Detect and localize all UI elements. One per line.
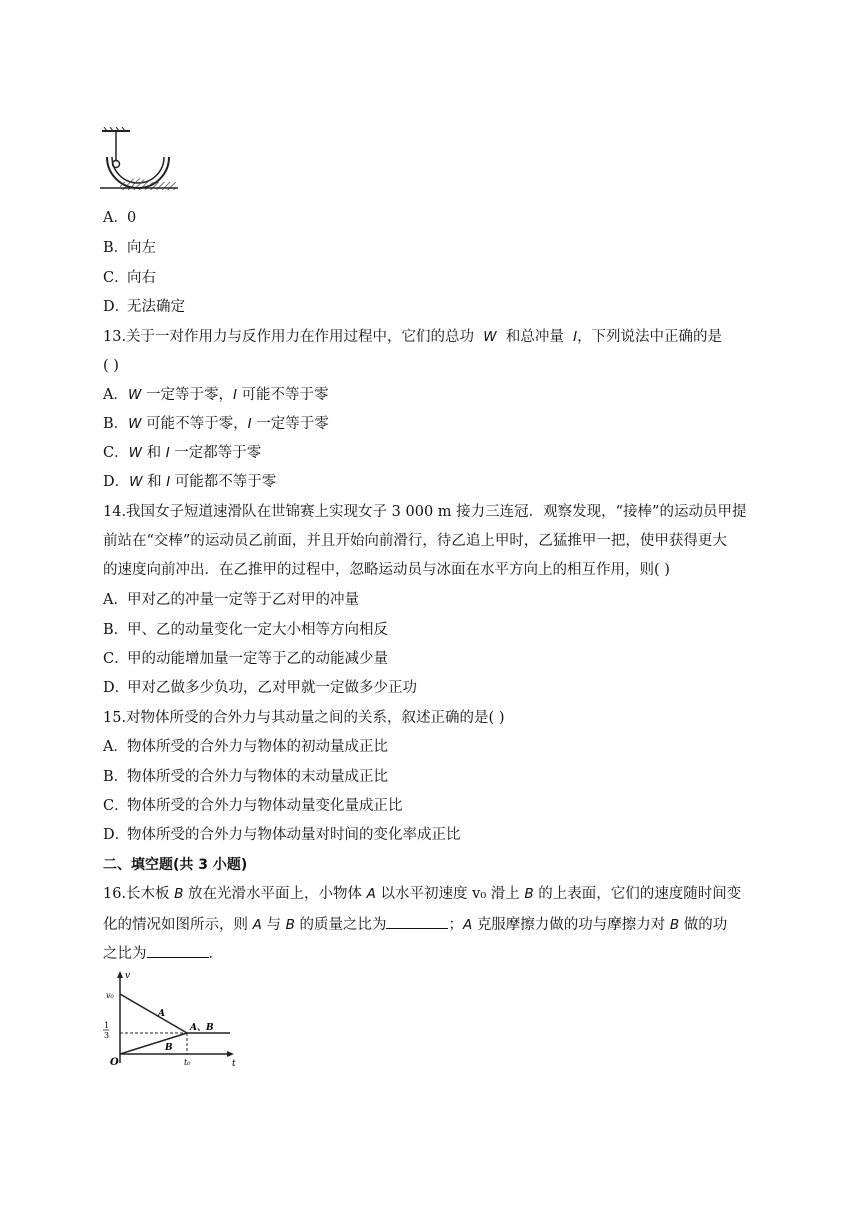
q14-stem-line3: 的速度向前冲出．在乙推甲的过程中，忽略运动员与冰面在水平方向上的相互作用，则( )	[103, 562, 670, 578]
q12-option-a: A．0	[103, 210, 137, 226]
label-third-num: 1	[104, 1021, 110, 1030]
label-ab: A、B	[190, 1023, 214, 1033]
q15-option-b: B．物体所受的合外力与物体的末动量成正比	[103, 769, 388, 785]
line-b	[120, 1033, 187, 1054]
label-t0: t₀	[184, 1058, 191, 1067]
q16-stem-line3: 之比为 ．	[103, 943, 223, 964]
label-a: A	[158, 1009, 165, 1019]
q14-stem-line1: 14.我国女子短道速滑队在世锦赛上实现女子 3 000 m 接力三连冠．观察发现，“接棒”的运动员甲提	[103, 504, 747, 520]
label-v0: v₀	[106, 991, 114, 1000]
q12-option-c: C．向右	[103, 270, 156, 286]
q15-option-a: A．物体所受的合外力与物体的初动量成正比	[103, 739, 388, 755]
q13-option-a: A．W 一定等于零，I 可能不等于零	[103, 387, 329, 403]
t-axis-arrow	[227, 1051, 234, 1057]
q14-option-c: C．甲的动能增加量一定等于乙的动能减少量	[103, 651, 388, 667]
label-v: v	[125, 971, 131, 981]
q13-option-b: B．W 可能不等于零，I 一定等于零	[103, 416, 329, 432]
q16-velocity-time-graph	[100, 968, 240, 1068]
label-origin: O	[110, 1057, 119, 1068]
label-third-den: 3	[104, 1031, 110, 1040]
q14-option-d: D．甲对乙做多少负功，乙对甲就一定做多少正功	[103, 680, 417, 696]
q14-stem-line2: 前站在“交棒”的运动员乙前面，并且开始向前滑行，待乙追上甲时，乙猛推甲一把，使甲获得更大	[103, 533, 727, 549]
q16-answer-blank-2[interactable]	[147, 943, 209, 958]
section-heading-fill-in: 二、填空题(共 3 小题)	[103, 857, 248, 873]
q15-stem: 15.对物体所受的合外力与其动量之间的关系，叙述正确的是( )	[103, 710, 505, 726]
q13-stem: 13.关于一对作用力与反作用力在作用过程中，它们的总功 W 和总冲量 I，下列说法中正确的是	[103, 329, 723, 345]
label-t: t	[232, 1059, 236, 1068]
q15-option-d: D．物体所受的合外力与物体动量对时间的变化率成正比	[103, 827, 461, 843]
q14-option-a: A．甲对乙的冲量一定等于乙对甲的冲量	[103, 592, 359, 608]
v-axis-arrow	[117, 971, 123, 978]
q13-option-c: C．W 和 I 一定都等于零	[103, 445, 262, 461]
label-b: B	[165, 1043, 173, 1053]
q13-option-d: D．W 和 I 可能都不等于零	[103, 474, 277, 490]
q12-option-d: D．无法确定	[103, 299, 185, 315]
bowl-figure	[100, 127, 180, 197]
q14-option-b: B．甲、乙的动量变化一定大小相等方向相反	[103, 622, 388, 638]
q12-option-b: B．向左	[103, 240, 156, 256]
line-a	[120, 994, 187, 1033]
q13-stem-line2: ( )	[103, 358, 119, 374]
q16-answer-blank-1[interactable]	[386, 914, 448, 929]
q16-stem-line1: 16.长木板 B 放在光滑水平面上，小物体 A 以水平初速度 v₀ 滑上 B 的上表面，它们的速度随时间变	[103, 886, 742, 902]
q16-stem-line2: 化的情况如图所示，则 A 与 B 的质量之比为 ；A 克服摩擦力做的功与摩擦力对 B 做的功	[103, 914, 727, 935]
q15-option-c: C．物体所受的合外力与物体动量变化量成正比	[103, 798, 403, 814]
